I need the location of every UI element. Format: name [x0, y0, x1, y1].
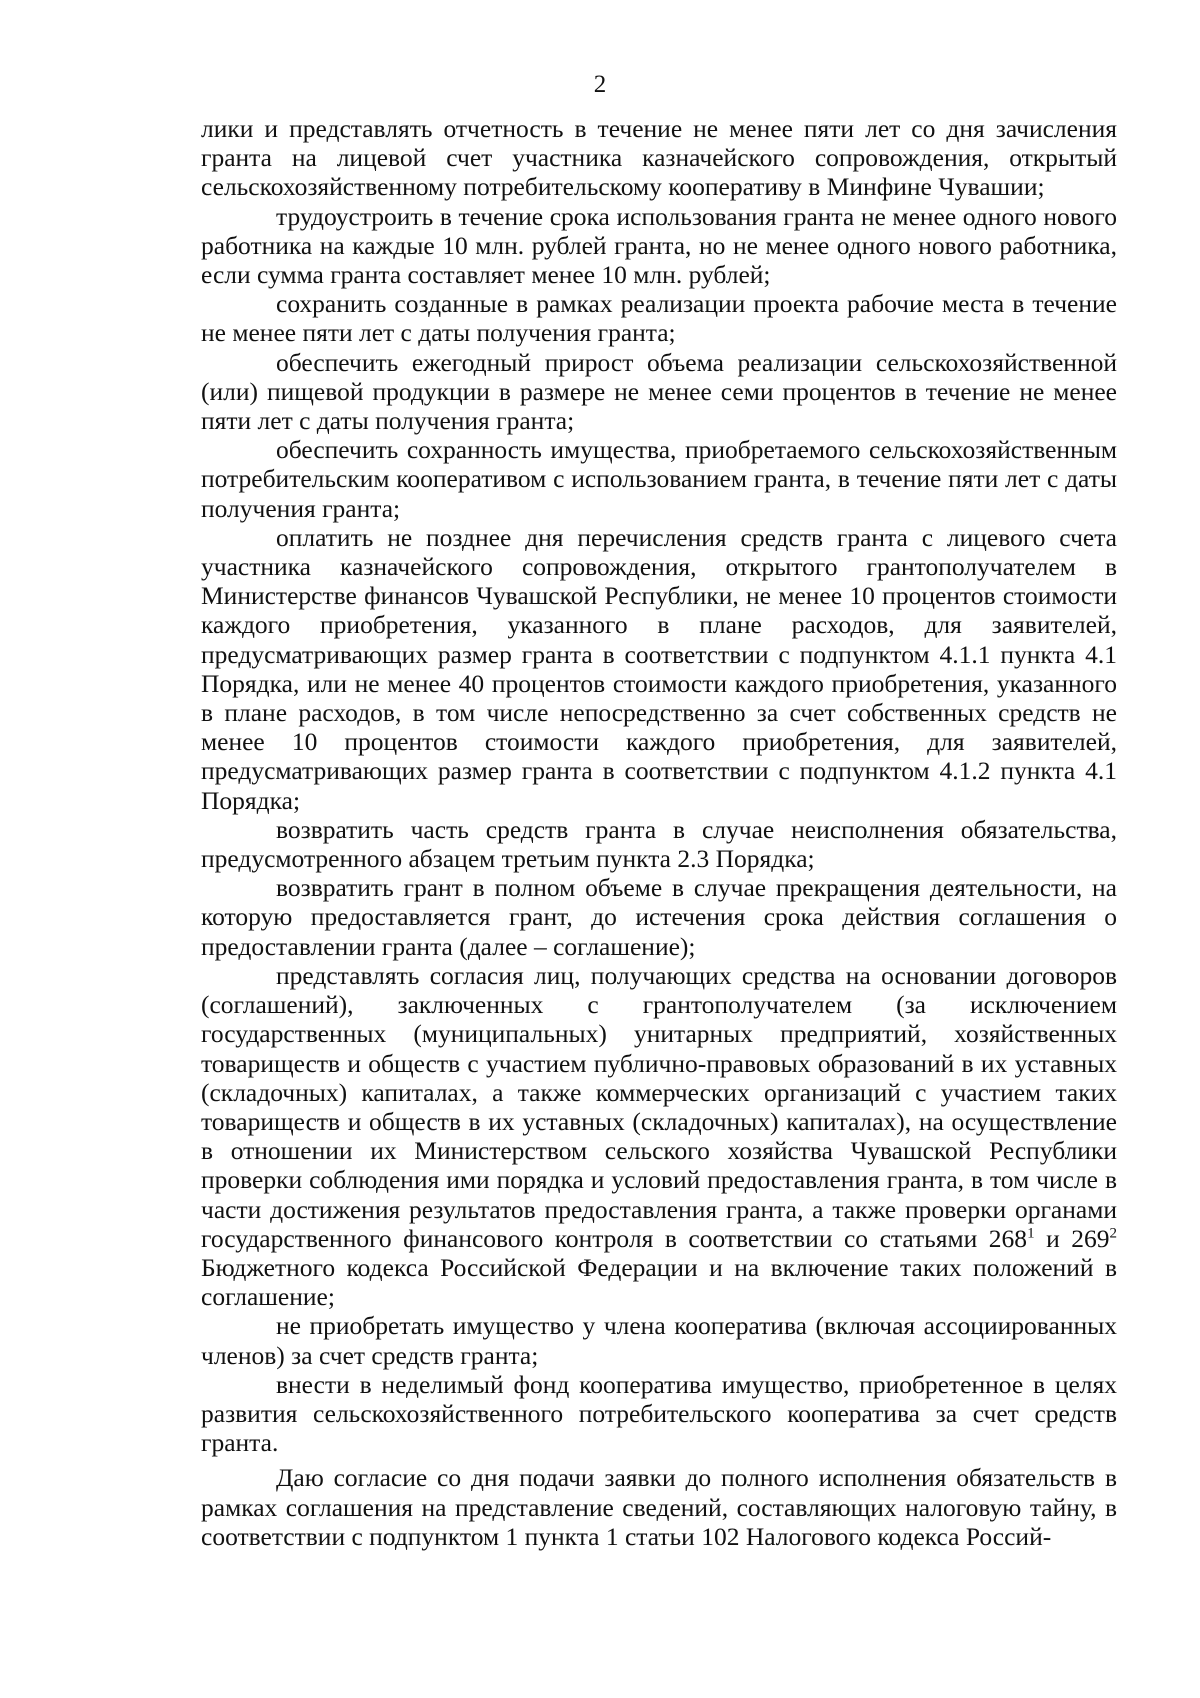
paragraph-consents — [201, 961, 1117, 1311]
paragraph-tax-consent: Даю согласие со дня подачи заявки до полного исполнения обязательств в рамках соглашения на представление сведений, составляющих налоговую тайну, в соответствии с подпунктом 1 пункта 1 статьи 102 Налогового кодекса Россий- — [201, 1463, 1117, 1551]
paragraph-continuation: лики и представлять отчетность в течение не менее пяти лет со дня зачисления гранта на лицевой счет участника казначейского сопровождения, открытый сельскохозяйственному потребительскому кооперативу в Минфине Чувашии; — [201, 114, 1117, 202]
paragraph-full-refund: возвратить грант в полном объеме в случае прекращения деятельности, на которую предоставляется грант, до истечения срока действия соглашения о предоставлении гранта (далее – соглашение); — [201, 873, 1117, 961]
consents-text-part3: Бюджетного кодекса Российской Федерации и на включение таких положений в соглашение; — [201, 1252, 1117, 1312]
paragraph-partial-refund: возвратить часть средств гранта в случае неисполнения обязательства, предусмотренного абзацем третьим пункта 2.3 Порядка; — [201, 814, 1117, 874]
superscript-1: 1 — [1027, 1225, 1035, 1242]
paragraph-no-member-purchase: не приобретать имущество у члена кооператива (включая ассоциированных членов) за счет средств гранта; — [201, 1311, 1117, 1370]
paragraph-sales-growth: обеспечить ежегодный прирост объема реализации сельскохозяйственной (или) пищевой продукции в размере не менее семи процентов в течение не менее пяти лет с даты получения гранта; — [201, 347, 1117, 436]
consents-text-part2: и 269 — [1034, 1223, 1110, 1253]
consents-text-part1: представлять согласия лиц, получающих средства на основании договоров (соглашений), заключенных с грантополучателем (за исключением государственных (муниципальных) унитарных предприятий, хозяйственных товариществ и обществ с участием публично-правовых образований в их уставных (складочных) капиталах, а также коммерческих организаций с участием таких товариществ и обществ в их уставных (складочных) капиталах), на осуществление в отношении их Министерством сельского хозяйства Чувашской Республики проверки соблюдения ими порядка и условий предоставления гранта, в том числе в части достижения результатов предоставления гранта, а также проверки органами государственного финансового контроля в соответствии со статьями 268 — [201, 960, 1117, 1253]
paragraph-co-financing: оплатить не позднее дня перечисления средств гранта с лицевого счета участника казначейского сопровождения, открытого грантополучателем в Министерстве финансов Чувашской Республики, не менее 10 процентов стоимости каждого приобретения, указанного в плане расходов, для заявителей, предусматривающих размер гранта в соответствии с подпунктом 4.1.1 пункта 4.1 Порядка, или не менее 40 процентов стоимости каждого приобретения, указанного в плане расходов, в том числе непосредственно за счет собственных средств не менее 10 процентов стоимости каждого приобретения, для заявителей, предусматривающих размер гранта в соответствии с подпунктом 4.1.2 пункта 4.1 Порядка; — [201, 522, 1117, 815]
paragraph-property-safety: обеспечить сохранность имущества, приобретаемого сельскохозяйственным потребительским кооперативом с использованием гранта, в течение пяти лет с даты получения гранта; — [201, 435, 1117, 523]
document-body — [201, 114, 1117, 1551]
paragraph-keep-jobs: сохранить созданные в рамках реализации проекта рабочие места в течение не менее пяти лет с даты получения гранта; — [201, 289, 1117, 348]
superscript-2: 2 — [1109, 1225, 1117, 1242]
paragraph-employ-workers: трудоустроить в течение срока использования гранта не менее одного нового работника на каждые 10 млн. рублей гранта, но не менее одного нового работника, если сумма гранта составляет менее 10 млн. рублей; — [201, 201, 1117, 290]
page-number: 2 — [593, 71, 607, 98]
paragraph-indivisible-fund: внести в неделимый фонд кооператива имущество, приобретенное в целях развития сельскохозяйственного потребительского кооператива за счет средств гранта. — [201, 1369, 1117, 1458]
